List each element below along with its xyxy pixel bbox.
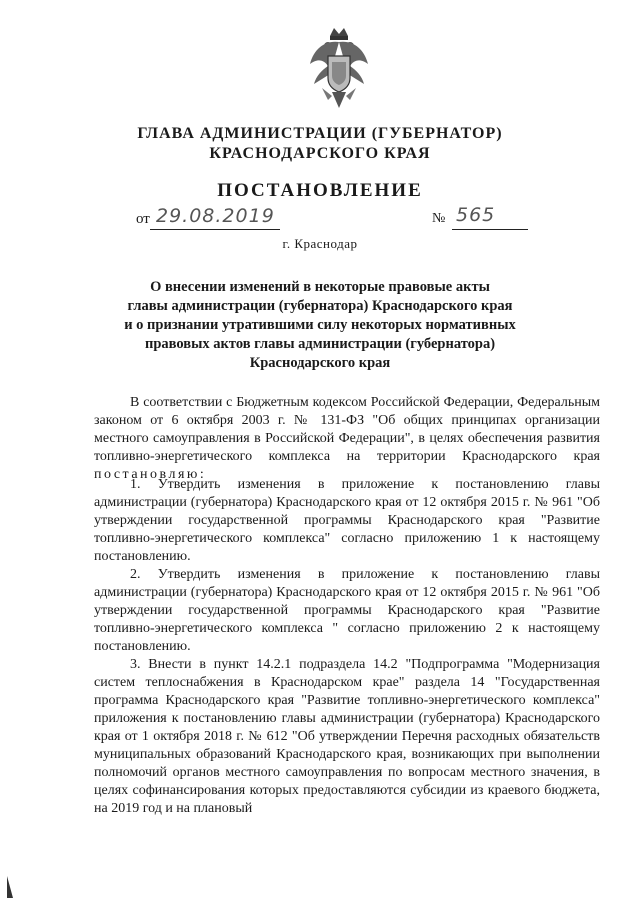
subject-line: правовых актов главы администрации (губернатора) [144, 336, 496, 352]
resolve-word: постановляю: [94, 467, 207, 482]
clause-2-paragraph: 2. Утвердить изменения в приложение к постановлению главы администрации (губернатора) Краснодарского края от 12 октября 2015 г. № 961 "Об утверждении государственной программы Краснодарского края "Развитие топливно-энергетического комплекса " согласно приложению 2 к настоящему постановлению. [94, 567, 600, 654]
date-value: 29.08.2019 [156, 205, 275, 227]
document-type: ПОСТАНОВЛЕНИЕ [217, 180, 423, 201]
subject-line: Краснодарского края [249, 355, 391, 371]
scan-corner-mark [6, 876, 14, 898]
authority-title: ГЛАВА АДМИНИСТРАЦИИ (ГУБЕРНАТОР) [137, 125, 503, 142]
preamble-paragraph [94, 394, 600, 484]
clause-1-paragraph: 1. Утвердить изменения в приложение к постановлению главы администрации (губернатора) Краснодарского края от 12 октября 2015 г. № 961 "Об утверждении государственной программы Краснодарского края "Развитие топливно-энергетического комплекса" согласно приложению 1 к настоящему постановлению. [94, 477, 600, 564]
subject-line: главы администрации (губернатора) Краснодарского края [127, 298, 513, 314]
date-label: от [136, 211, 150, 227]
document-subject [90, 278, 550, 373]
number-underline [452, 229, 528, 230]
coat-of-arms-emblem [308, 26, 370, 112]
clause-3-paragraph: 3. Внести в пункт 14.2.1 подраздела 14.2 "Подпрограмма "Модернизация систем теплоснабжения в Краснодарском крае" раздела 14 "Государственная программа Краснодарского края "Развитие топливно-энергетического комплекса" приложения к постановлению главы администрации (губернатора) Краснодарского края от 1 октября 2018 г. № 612 "Об утверждении Перечня расходных обязательств муниципальных образований Краснодарского края, возникающих при выполнении полномочий органов местного самоуправления по вопросам местного значения, в целях софинансирования которых предоставляются субсидии из краевого бюджета, на 2019 год и на плановый [94, 657, 600, 816]
number-value: 565 [456, 204, 496, 226]
authority-region: КРАСНОДАРСКОГО КРАЯ [209, 145, 431, 162]
subject-line: и о признании утратившими силу некоторых нормативных [124, 317, 516, 333]
subject-line: О внесении изменений в некоторые правовые акты [150, 279, 490, 295]
date-underline [150, 229, 280, 230]
city-name: г. Краснодар [282, 236, 358, 251]
preamble-text: В соответствии с Бюджетным кодексом Российской Федерации, Федеральным законом от 6 октября 2003 г. № 131-ФЗ "Об общих принципах организации местного самоуправления в Российской Федерации", в целях обеспечения развития топливно-энергетического комплекса на территории Краснодарского края [94, 395, 600, 464]
number-label: № [432, 211, 446, 226]
